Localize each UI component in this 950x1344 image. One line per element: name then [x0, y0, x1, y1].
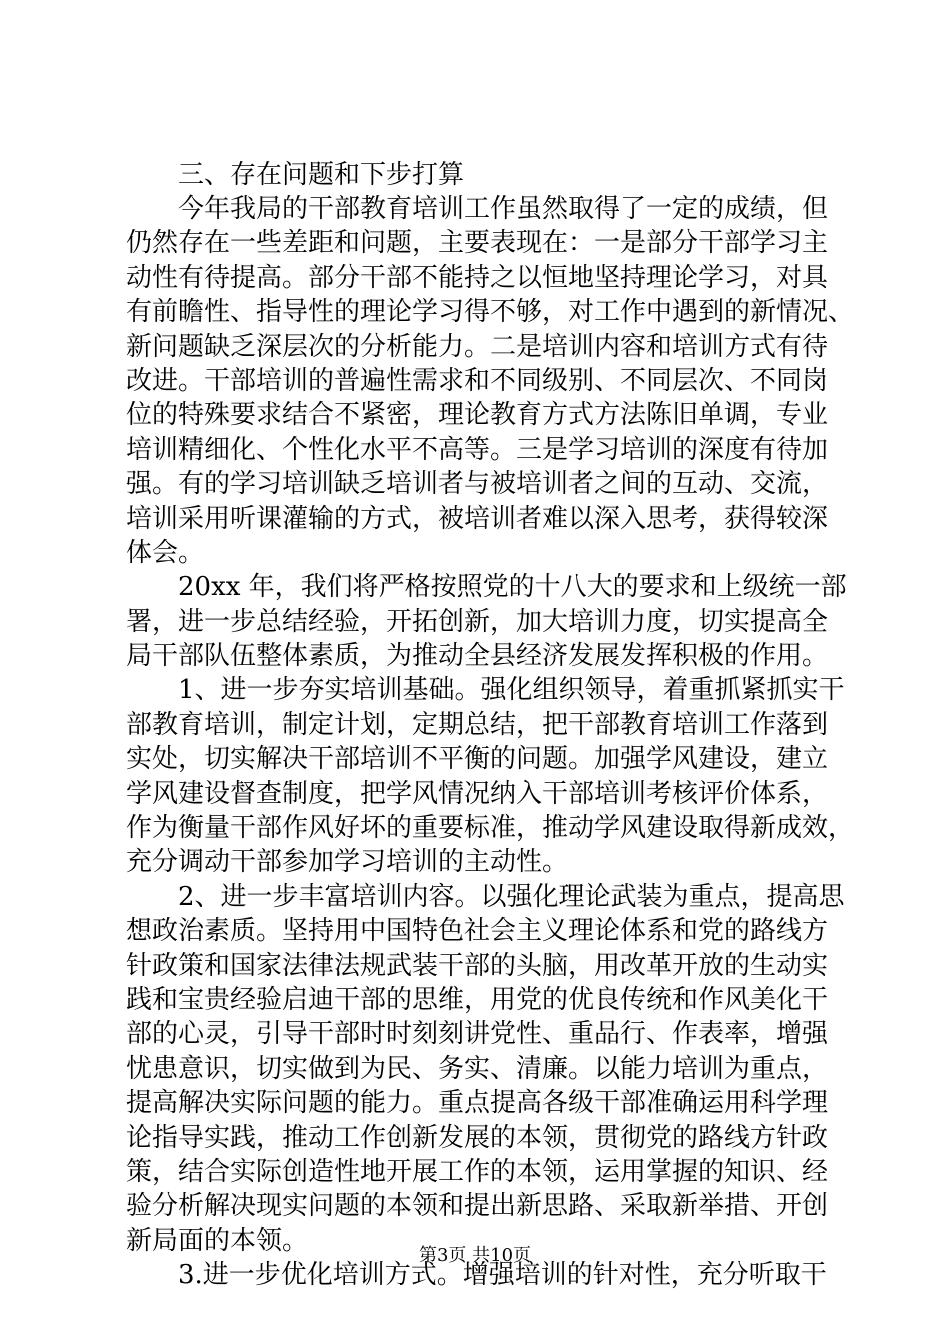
- paragraph-line: 作为衡量干部作风好坏的重要标准，推动学风建设取得新成效，: [126, 813, 855, 844]
- paragraph-line: 强。有的学习培训缺乏培训者与被培训者之间的互动、交流，: [126, 469, 829, 500]
- paragraph-line: 培训采用听课灌输的方式，被培训者难以深入思考，获得较深: [126, 503, 829, 534]
- paragraph-line: 忧患意识，切实做到为民、务实、清廉。以能力培训为重点，: [126, 1053, 829, 1084]
- paragraph-line: 提高解决实际问题的能力。重点提高各级干部准确运用科学理: [126, 1088, 829, 1119]
- paragraph-line: 想政治素质。坚持用中国特色社会主义理论体系和党的路线方: [126, 916, 829, 947]
- paragraph-line: 2、进一步丰富培训内容。以强化理论武装为重点，提高思: [178, 881, 845, 912]
- page-number-footer: 第3页 共10页: [418, 1245, 532, 1266]
- section-heading: 三、存在问题和下步打算: [178, 160, 465, 190]
- paragraph-line: 验分析解决现实问题的本领和提出新思路、采取新举措、开创: [126, 1191, 829, 1222]
- paragraph-line: 局干部队伍整体素质，为推动全县经济发展发挥积极的作用。: [126, 641, 829, 672]
- paragraph-line: 仍然存在一些差距和问题，主要表现在：一是部分干部学习主: [126, 228, 829, 259]
- paragraph-line: 署，进一步总结经验，开拓创新，加大培训力度，切实提高全: [126, 606, 829, 637]
- paragraph-line: 20xx 年，我们将严格按照党的十八大的要求和上级统一部: [178, 572, 847, 603]
- paragraph-line: 部教育培训，制定计划，定期总结，把干部教育培训工作落到: [126, 709, 829, 740]
- paragraph-line: 论指导实践，推动工作创新发展的本领，贯彻党的路线方针政: [126, 1122, 829, 1153]
- paragraph-line: 实处，切实解决干部培训不平衡的问题。加强学风建设，建立: [126, 744, 829, 775]
- paragraph-line: 1、进一步夯实培训基础。强化组织领导，着重抓紧抓实干: [178, 675, 845, 706]
- paragraph-line: 践和宝贵经验启迪干部的思维，用党的优良传统和作风美化干: [126, 984, 829, 1015]
- paragraph-line: 位的特殊要求结合不紧密，理论教育方式方法陈旧单调，专业: [126, 400, 829, 431]
- paragraph-line: 体会。: [126, 537, 205, 568]
- paragraph-line: 改进。干部培训的普遍性需求和不同级别、不同层次、不同岗: [126, 365, 829, 396]
- paragraph-line: 培训精细化、个性化水平不高等。三是学习培训的深度有待加: [126, 434, 829, 465]
- paragraph-line: 动性有待提高。部分干部不能持之以恒地坚持理论学习，对具: [126, 262, 829, 293]
- paragraph-line: 有前瞻性、指导性的理论学习得不够，对工作中遇到的新情况、: [126, 297, 855, 328]
- paragraph-line: 新局面的本领。: [126, 1225, 309, 1256]
- paragraph-line: 新问题缺乏深层次的分析能力。二是培训内容和培训方式有待: [126, 331, 829, 362]
- paragraph-line: 针政策和国家法律法规武装干部的头脑，用改革开放的生动实: [126, 950, 829, 981]
- document-body: [126, 158, 855, 1293]
- paragraph-line: 学风建设督查制度，把学风情况纳入干部培训考核评价体系，: [126, 778, 829, 809]
- paragraph-line: 3.进一步优化培训方式。增强培训的针对性，充分听取干: [178, 1260, 827, 1291]
- paragraph-line: 策，结合实际创造性地开展工作的本领，运用掌握的知识、经: [126, 1156, 829, 1187]
- paragraph-line: 部的心灵，引导干部时时刻刻讲党性、重品行、作表率，增强: [126, 1019, 829, 1050]
- paragraph-line: 今年我局的干部教育培训工作虽然取得了一定的成绩，但: [178, 194, 829, 224]
- paragraph-line: 充分调动干部参加学习培训的主动性。: [126, 847, 569, 878]
